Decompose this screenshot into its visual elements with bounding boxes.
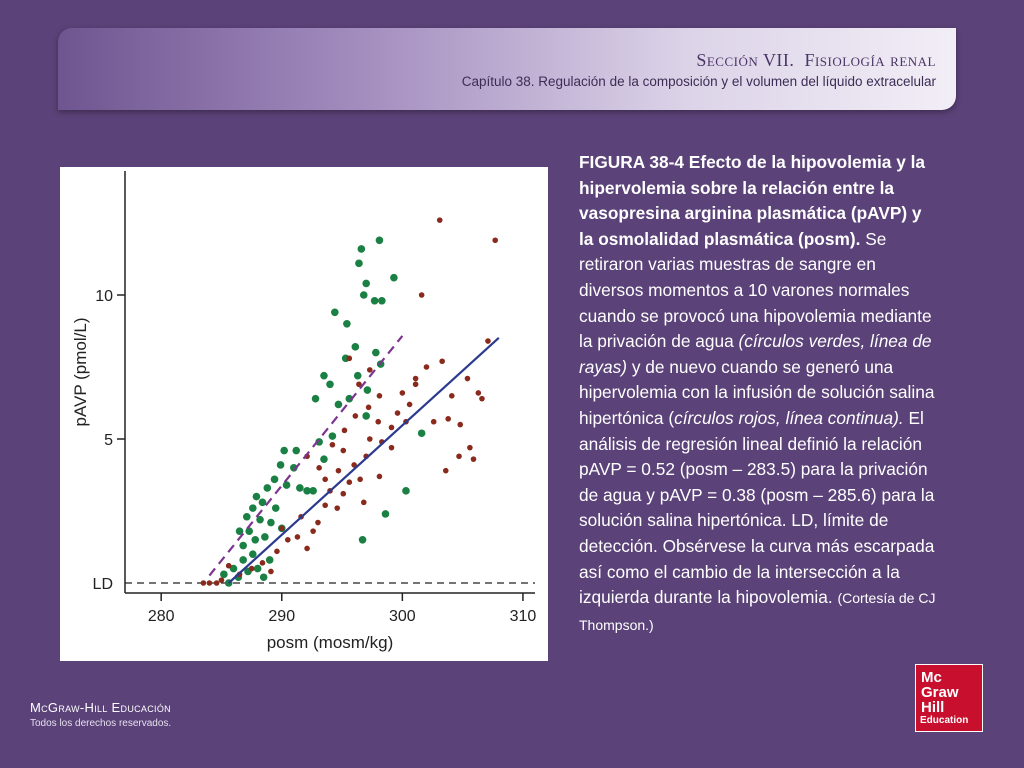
red-data-point [322, 477, 328, 483]
red-data-point [456, 453, 462, 459]
green-data-point [243, 513, 251, 521]
green-data-point [402, 487, 410, 495]
green-data-point [259, 499, 267, 507]
red-data-point [334, 505, 340, 511]
green-data-point [362, 280, 370, 288]
green-data-point [266, 556, 274, 564]
red-data-point [377, 474, 383, 480]
red-data-point [449, 393, 455, 399]
red-data-point [479, 396, 485, 402]
green-data-point [360, 291, 368, 299]
red-data-point [342, 428, 348, 434]
green-data-point [376, 236, 384, 244]
green-data-point [352, 343, 360, 351]
red-data-point [457, 422, 463, 428]
red-data-point [353, 413, 359, 419]
green-data-point [272, 504, 280, 512]
red-data-point [471, 456, 477, 462]
logo-line-4: Education [920, 715, 969, 726]
green-data-point [359, 536, 367, 544]
green-data-point [249, 504, 257, 512]
x-axis-label: posm (mosm/kg) [266, 633, 394, 652]
red-data-point [375, 419, 381, 425]
green-data-point [320, 372, 328, 380]
red-data-point [315, 520, 321, 526]
green-data-point [378, 297, 386, 305]
green-data-point [239, 556, 247, 564]
red-data-point [439, 358, 445, 364]
red-data-point [389, 445, 395, 451]
red-data-point [207, 580, 213, 586]
red-data-point [476, 390, 482, 396]
green-data-point [312, 395, 320, 403]
x-tick-label: 300 [389, 608, 416, 625]
caption-text-3: El análisis de regresión lineal definió la relación pAVP = 0.52 (posm – 283.5) para la privación de agua y pAVP = 0.38 (posm – 285.6) para la solución salina hipertónica. LD, límite de detección. Obsérvese la curva más escarpada así como el cambio de la intersección a la izquierda durante la hipovolemia. [579, 407, 935, 608]
section-number: VII. [762, 50, 795, 70]
red-data-point [443, 468, 449, 474]
green-data-point [254, 565, 262, 573]
green-data-point [354, 372, 362, 380]
red-data-point [214, 580, 220, 586]
green-data-point [277, 461, 285, 469]
green-data-point [292, 447, 300, 455]
green-data-point [343, 320, 351, 328]
caption-credit: (Cortesía de CJ Thompson.) [579, 590, 936, 633]
green-data-point [261, 533, 269, 541]
caption-italic-1: (círculos verdes, línea de rayas) [579, 331, 932, 377]
red-data-point [340, 491, 346, 497]
red-data-point [492, 237, 498, 243]
green-data-point [355, 260, 363, 268]
red-data-point [424, 364, 430, 370]
green-data-point [245, 527, 253, 535]
y-tick-label: 5 [104, 432, 113, 449]
red-data-point [366, 405, 372, 411]
section-title [696, 50, 936, 71]
green-data-point [239, 542, 247, 550]
green-data-point [382, 510, 390, 518]
green-data-point [358, 245, 366, 253]
green-data-point [263, 484, 271, 492]
green-data-point [283, 481, 291, 489]
green-data-point [331, 308, 339, 316]
green-data-point [220, 571, 228, 579]
logo-line-3: Hill [921, 699, 945, 716]
section-name: Fisiología renal [804, 50, 936, 70]
caption-italic-2: círculos rojos, línea continua). [674, 407, 904, 428]
red-data-point [260, 560, 266, 566]
green-data-point [364, 386, 372, 394]
red-data-point [304, 546, 310, 552]
red-data-point [279, 525, 285, 531]
green-data-point [362, 412, 370, 420]
red-data-point [340, 448, 346, 454]
footer-rights: Todos los derechos reservados. [30, 718, 172, 729]
green-data-point [329, 432, 337, 440]
red-data-point [201, 580, 207, 586]
red-data-point [285, 537, 291, 543]
red-data-point [389, 425, 395, 431]
x-tick-label: 310 [509, 608, 537, 625]
hypertonic-saline-regression-line [229, 338, 499, 583]
green-data-point [271, 476, 279, 484]
red-data-point [274, 549, 280, 555]
green-data-point [260, 573, 268, 581]
logo-line-1: Mc [921, 669, 942, 686]
red-data-point [407, 402, 413, 408]
footer-brand: McGraw-Hill Educación [30, 700, 171, 715]
red-data-point [322, 502, 328, 508]
green-data-point [249, 550, 257, 558]
green-data-point [372, 349, 380, 357]
red-data-point [346, 356, 352, 362]
chapter-title: Capítulo 38. Regulación de la composición y el volumen del líquido extracelular [461, 74, 936, 89]
red-data-point [413, 376, 419, 382]
header-band [58, 28, 956, 110]
green-data-point [371, 297, 379, 305]
red-data-point [465, 376, 471, 382]
red-data-point [346, 479, 352, 485]
caption-text-1: Se retiraron varias muestras de sangre en diversos momentos a 10 varones normales cuando se provocó una hipovolemia mediante la privación de agua [579, 228, 932, 352]
red-data-point [467, 445, 473, 451]
green-data-point [335, 401, 343, 409]
y-tick-label: 10 [95, 288, 113, 305]
red-data-point [431, 419, 437, 425]
red-data-point [419, 292, 425, 298]
green-data-point [326, 380, 334, 388]
green-data-point [309, 487, 317, 495]
red-data-point [413, 381, 419, 387]
green-data-point [390, 274, 398, 282]
red-data-point [361, 500, 367, 506]
x-tick-label: 280 [147, 608, 175, 625]
green-data-point [251, 536, 259, 544]
red-data-point [249, 566, 255, 572]
red-data-point [437, 217, 443, 223]
red-data-point [226, 563, 232, 569]
red-data-point [485, 338, 491, 344]
red-data-point [400, 390, 406, 396]
logo-line-2: Graw [921, 684, 959, 701]
green-data-point [267, 519, 275, 527]
green-data-point [253, 493, 261, 501]
mcgraw-hill-logo [915, 664, 983, 732]
red-data-point [377, 393, 383, 399]
green-data-point [418, 429, 426, 437]
red-data-point [395, 410, 401, 416]
green-data-point [320, 455, 328, 463]
y-tick-label: LD [92, 576, 113, 593]
x-tick-label: 290 [268, 608, 296, 625]
section-prefix: Sección [696, 50, 759, 70]
y-axis-label: pAVP (pmol/L) [71, 317, 90, 427]
green-data-point [296, 484, 304, 492]
red-data-point [330, 442, 336, 448]
red-data-point [310, 528, 316, 534]
red-data-point [336, 468, 342, 474]
figure-caption [579, 150, 939, 638]
red-data-point [367, 367, 373, 373]
caption-title: FIGURA 38-4 Efecto de la hipovolemia y la hipervolemia sobre la relación entre la vasopresina arginina plasmática (pAVP) y la osmolalidad plasmática (posm). [579, 152, 926, 249]
red-data-point [295, 534, 301, 540]
red-data-point [316, 465, 322, 471]
red-data-point [268, 569, 274, 575]
red-data-point [219, 577, 225, 583]
green-data-point [280, 447, 288, 455]
chart-panel [60, 167, 548, 661]
caption-text-2: y de nuevo cuando se generó una hipervolemia con la infusión de solución salina hipertónica ( [579, 356, 935, 428]
water-deprivation-regression-line [209, 336, 402, 576]
red-data-point [367, 436, 373, 442]
red-data-point [357, 477, 363, 483]
scatter-chart [60, 167, 548, 661]
red-data-point [445, 416, 451, 422]
